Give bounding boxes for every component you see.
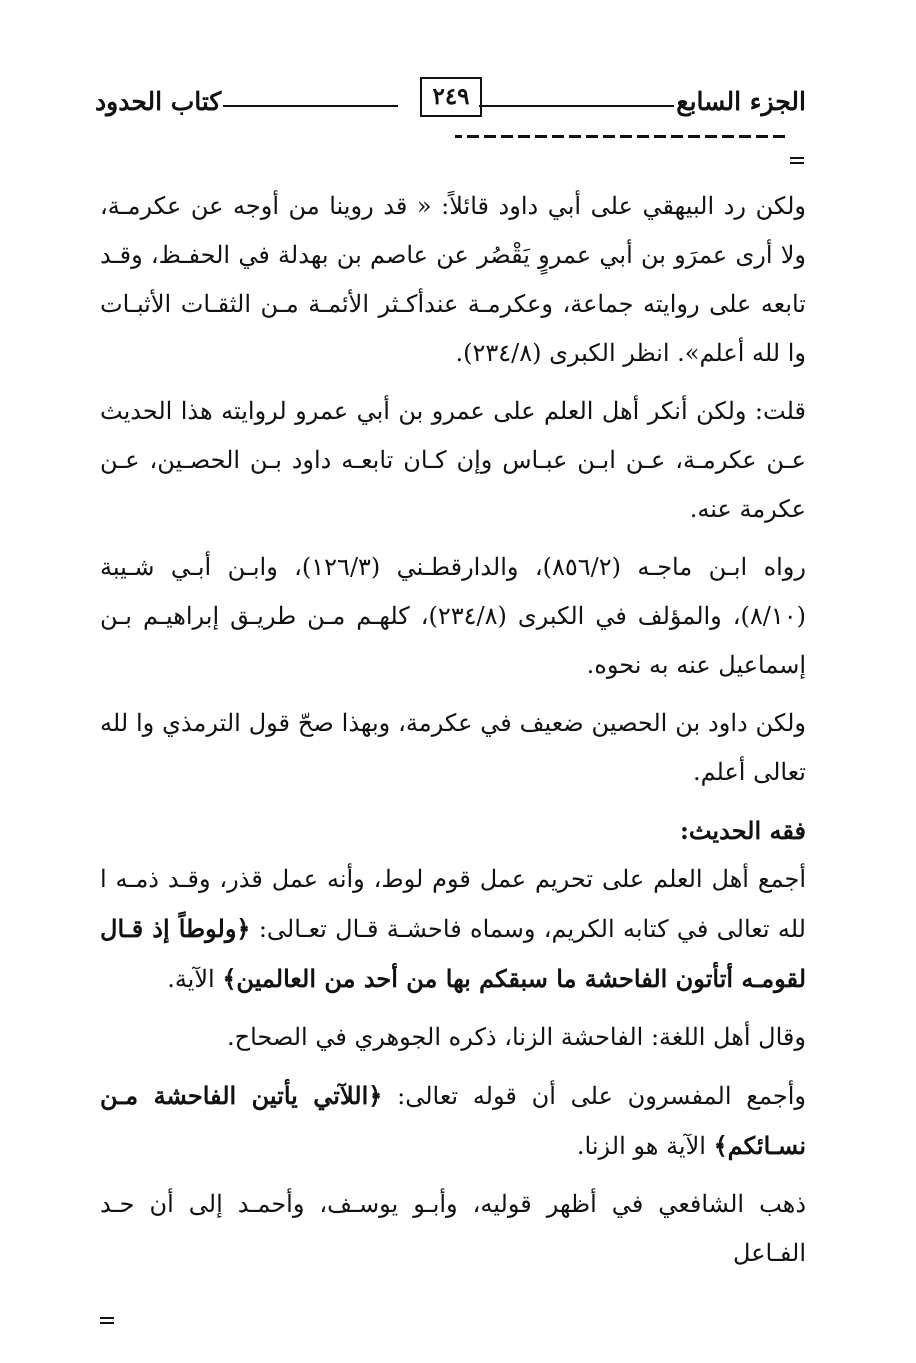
footnote-divider	[455, 135, 785, 138]
quran-quote: ﴿ولوطاً إذ قـال لقومـه أتأتون الفاحشة ما سبقكم بها من أحد من العالمين﴾	[100, 914, 806, 993]
paragraph: ولكن داود بن الحصين ضعيف في عكرمة، وبهذا صحّ قول الترمذي وا لله تعالى أعلم.	[100, 709, 806, 786]
continuation-mark-top	[790, 157, 804, 164]
paragraph: قلت: ولكن أنكر أهل العلم على عمرو بن أبي عمرو لروايته هذا الحديث عـن عكرمـة، عـن ابـن عبـاس وإن كـان تابعـه داود بـن الحصـين، عـن عكرمة عنه.	[100, 397, 806, 523]
text-run: أجمع أهل العلم على تحريم عمل قوم لوط، وأنه عمل قذر، وقـد ذمـه ا لله تعالى في كتابه الكريم، وسماه فاحشـة قـال تعـالى:	[100, 865, 806, 943]
quran-quote: ﴿اللآتي يأتين الفاحشة مـن نسـائكم﴾	[100, 1081, 806, 1160]
page-body	[100, 182, 806, 1287]
page-number: ٢٤٩	[420, 77, 482, 117]
continuation-mark-bottom	[100, 1317, 114, 1324]
header-rule-right	[479, 105, 674, 107]
text-run: وأجمع المفسرون على أن قوله تعالى:	[382, 1082, 807, 1110]
paragraph: وقال أهل اللغة: الفاحشة الزنا، ذكره الجوهري في الصحاح.	[227, 1023, 806, 1051]
text-run: الآية.	[167, 965, 223, 993]
volume-label: الجزء السابع	[676, 87, 806, 116]
paragraph	[100, 1071, 806, 1171]
paragraph: رواه ابـن ماجـه (٨٥٦/٢)، والدارقطـني (١٢٦/٣)، وابـن أبـي شـيبة (٨/١٠)، والمؤلف في الكبرى (٢٣٤/٨)، كلهـم مـن طريـق إبراهيـم بـن إسماعيل عنه به نحوه.	[100, 553, 807, 679]
book-title: كتاب الحدود	[95, 87, 222, 116]
paragraph	[100, 855, 806, 1004]
section-heading: فقه الحديث:	[679, 816, 806, 845]
header-rule-left	[223, 105, 398, 107]
page-header	[95, 75, 806, 125]
paragraph: ولكن رد البيهقي على أبي داود قائلاً: « قد روينا من أوجه عن عكرمـة، ولا أرى عمرَو بن أبي عمروٍ يَقْصُر عن عاصم بن بهدلة في الحفـظ، وقـد تابعه على روايته جماعة، وعكرمـة عندأكـثر الأئمـة مـن الثقـات الأثبـات وا لله أعلم». انظر الكبرى (٢٣٤/٨).	[100, 192, 806, 367]
paragraph: ذهب الشافعي في أظهر قوليه، وأبـو يوسـف، وأحمـد إلى أن حـد الفـاعل	[100, 1190, 806, 1267]
text-run: الآية هو الزنا.	[576, 1132, 714, 1160]
